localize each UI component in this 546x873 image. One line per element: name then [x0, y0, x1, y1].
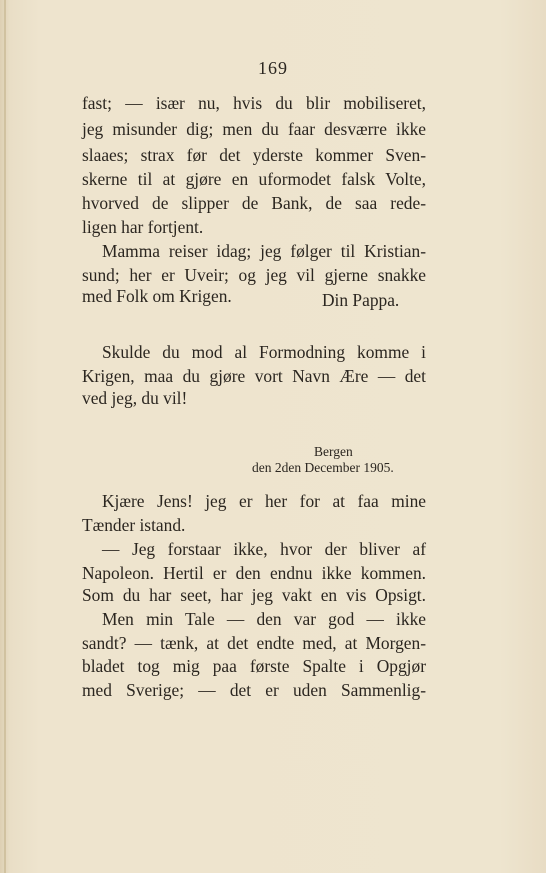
text-line: Krigen, maa du gjøre vort Navn Ære — det: [82, 366, 426, 386]
text-line: skerne til at gjøre en uformodet falsk Volte,: [82, 169, 426, 189]
text-line: fast; — især nu, hvis du blir mobiliseret,: [82, 93, 426, 113]
text-line: ved jeg, du vil!: [82, 388, 188, 408]
page-number: 169: [258, 58, 288, 78]
text-line: — Jeg forstaar ikke, hvor der bliver af: [102, 539, 426, 559]
text-line: hvorved de slipper de Bank, de saa rede-: [82, 193, 426, 213]
text-line: med Folk om Krigen.: [82, 286, 232, 306]
text-line: ligen har fortjent.: [82, 217, 204, 237]
text-line: bladet tog mig paa første Spalte i Opgjør: [82, 656, 426, 676]
text-line: Kjære Jens! jeg er her for at faa mine: [102, 491, 426, 511]
text-line: Mamma reiser idag; jeg følger til Kristian-: [102, 241, 426, 261]
text-line: sandt? — tænk, at det endte med, at Morgen-: [82, 633, 426, 653]
text-line: jeg misunder dig; men du faar desværre ikke: [82, 119, 426, 139]
text-line: Napoleon. Hertil er den endnu ikke kommen.: [82, 563, 426, 583]
letter-place: Bergen: [314, 444, 353, 459]
text-line: med Sverige; — det er uden Sammenlig-: [82, 680, 426, 700]
text-line: Tænder istand.: [82, 515, 186, 535]
text-line: Men min Tale — den var god — ikke: [102, 609, 426, 629]
signature: Din Pappa.: [322, 290, 400, 310]
text-line: Skulde du mod al Formodning komme i: [102, 342, 426, 362]
text-line: sund; her er Uveir; og jeg vil gjerne snakke: [82, 265, 426, 285]
text-line: Som du har seet, har jeg vakt en vis Opsigt.: [82, 585, 426, 605]
page-gutter: [4, 0, 6, 873]
text-line: slaaes; strax før det yderste kommer Sven-: [82, 145, 426, 165]
letter-date: den 2den December 1905.: [252, 460, 394, 475]
